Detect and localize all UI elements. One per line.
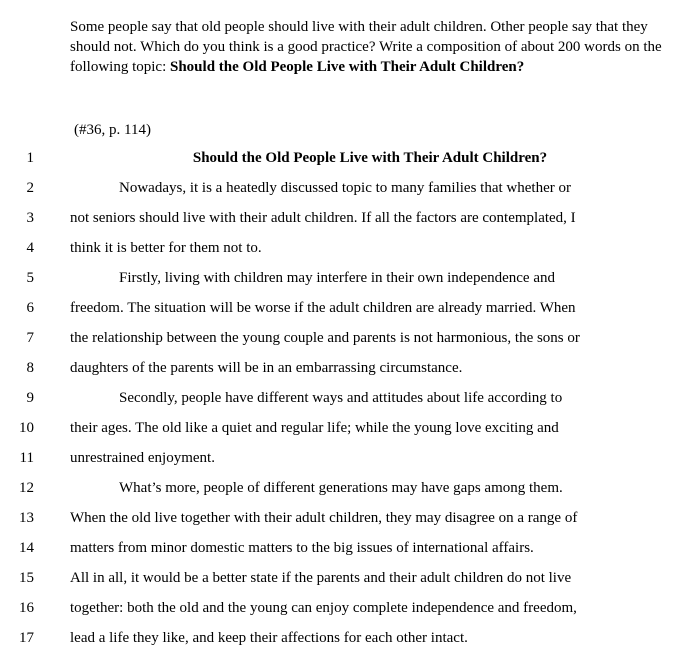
essay-line — [0, 477, 680, 507]
line-number: 8 — [26, 360, 34, 376]
essay-line — [0, 177, 680, 207]
line-text: lead a life they like, and keep their affections for each other intact. — [70, 630, 468, 646]
line-number: 16 — [19, 600, 34, 616]
essay-title: Should the Old People Live with Their Adult Children? — [192, 150, 548, 166]
essay-prompt — [70, 17, 670, 77]
essay-line — [0, 447, 680, 477]
essay-line — [0, 147, 680, 177]
line-number: 1 — [26, 150, 34, 166]
line-number: 9 — [26, 390, 34, 406]
line-text: the relationship between the young couple and parents is not harmonious, the sons or — [70, 330, 580, 346]
line-number: 11 — [19, 450, 34, 466]
line-number: 15 — [19, 570, 34, 586]
essay-line — [0, 507, 680, 537]
line-text: Secondly, people have different ways and attitudes about life according to — [119, 390, 563, 406]
line-number: 4 — [26, 240, 34, 256]
line-text: Nowadays, it is a heatedly discussed topic to many families that whether or — [119, 180, 571, 196]
line-text: What’s more, people of different generations may have gaps among them. — [119, 480, 563, 496]
line-text: Firstly, living with children may interfere in their own independence and — [119, 270, 555, 286]
line-number: 17 — [19, 630, 34, 646]
line-text: freedom. The situation will be worse if the adult children are already married. When — [70, 300, 576, 316]
line-number: 14 — [19, 540, 34, 556]
line-number: 7 — [26, 330, 34, 346]
essay-line — [0, 357, 680, 387]
line-text: All in all, it would be a better state if the parents and their adult children do not live — [70, 570, 572, 586]
line-text: matters from minor domestic matters to the big issues of international affairs. — [70, 540, 534, 556]
essay-line — [0, 567, 680, 597]
line-text: unrestrained enjoyment. — [70, 450, 215, 466]
line-number: 5 — [26, 270, 34, 286]
line-number: 6 — [26, 300, 34, 316]
essay-line — [0, 627, 680, 657]
essay-line — [0, 267, 680, 297]
essay-line — [0, 537, 680, 567]
essay-line — [0, 327, 680, 357]
essay-line — [0, 207, 680, 237]
line-number: 10 — [19, 420, 34, 436]
line-text: not seniors should live with their adult children. If all the factors are contemplated, I — [70, 210, 576, 226]
line-number: 13 — [19, 510, 34, 526]
essay-line — [0, 417, 680, 447]
line-text: daughters of the parents will be in an embarrassing circumstance. — [70, 360, 463, 376]
line-number: 12 — [19, 480, 34, 496]
prompt-text: Some people say that old people should live with their adult children. Other people say that they should not. Which do you think is a good practice? Write a composition of about 200 words on the following topic: — [70, 19, 662, 75]
essay-line — [0, 387, 680, 417]
line-number: 2 — [26, 180, 34, 196]
line-text: their ages. The old like a quiet and regular life; while the young love exciting and — [70, 420, 559, 436]
line-text: think it is better for them not to. — [70, 240, 262, 256]
essay-line — [0, 237, 680, 267]
essay-line — [0, 297, 680, 327]
prompt-topic: Should the Old People Live with Their Adult Children? — [170, 59, 525, 75]
citation: (#36, p. 114) — [74, 122, 151, 138]
line-text: together: both the old and the young can enjoy complete independence and freedom, — [70, 600, 577, 616]
line-text: When the old live together with their adult children, they may disagree on a range of — [70, 510, 578, 526]
essay-line — [0, 597, 680, 627]
essay-body — [0, 147, 680, 657]
line-number: 3 — [26, 210, 34, 226]
